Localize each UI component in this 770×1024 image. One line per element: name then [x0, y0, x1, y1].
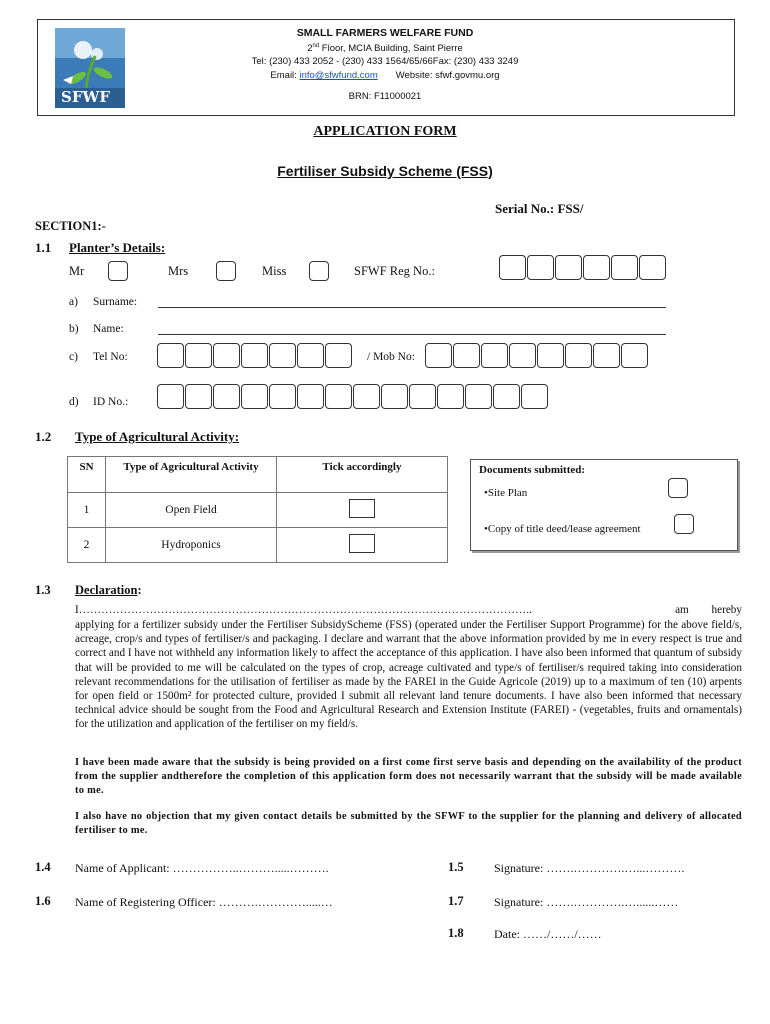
n16: 1.6 — [35, 894, 51, 908]
form-title: APPLICATION FORM — [313, 124, 457, 139]
col-tick: Tick accordingly — [277, 457, 448, 493]
section-1-3-number: 1.3 — [35, 583, 51, 597]
date-field[interactable]: Date: ……/……/…… — [494, 927, 602, 941]
mob-input[interactable] — [425, 343, 649, 368]
col-sn: SN — [68, 457, 106, 493]
item-c: c) — [69, 351, 78, 363]
availability-notice: I have been made aware that the subsidy is being provided on a first come first serve basis and depending on the availability of the product from the supplier andtherefore the completion of this application form does not necessarily warrant that the subsidy will be made available to me. — [75, 757, 742, 797]
org-name: SMALL FARMERS WELFARE FUND — [296, 27, 474, 39]
documents-title: Documents submitted: — [479, 464, 586, 476]
surname-field[interactable] — [158, 307, 666, 308]
col-type: Type of Agricultural Activity — [106, 457, 277, 493]
mob-label: / Mob No: — [367, 351, 415, 363]
row-sn: 1 — [68, 493, 106, 528]
table-row — [68, 528, 448, 563]
declaration-heading: Declaration: — [75, 583, 142, 597]
row-type: Hydroponics — [106, 528, 277, 563]
doc-title-deed: •Copy of title deed/lease agreement — [484, 523, 641, 535]
activity-heading: Type of Agricultural Activity: — [75, 429, 240, 444]
row-type: Open Field — [106, 493, 277, 528]
site-plan-checkbox[interactable] — [668, 478, 688, 498]
tel-input[interactable] — [157, 343, 353, 368]
n17: 1.7 — [448, 894, 464, 908]
name-label: Name: — [93, 323, 124, 335]
open-field-checkbox[interactable] — [349, 499, 375, 518]
activity-table — [67, 456, 448, 563]
n15: 1.5 — [448, 860, 464, 874]
mrs-checkbox[interactable] — [216, 261, 236, 281]
table-row — [68, 493, 448, 528]
hydroponics-checkbox[interactable] — [349, 534, 375, 553]
miss-label: Miss — [262, 264, 287, 278]
officer-name-field[interactable]: Name of Registering Officer: ……….………….....… — [75, 895, 333, 909]
section-1-2-number: 1.2 — [35, 429, 52, 444]
miss-checkbox[interactable] — [309, 261, 329, 281]
email-link[interactable]: info@sfwfund.com — [299, 70, 378, 81]
planter-details-heading: Planter’s Details: — [69, 240, 166, 255]
declaration-paragraph: applying for a fertilizer subsidy under the Fertiliser SubsidyScheme (FSS) (operated under the Fertiliser Support Programme) for the above field/s, acreage, crop/s and types of fertiliser/s and packaging. I declare and warrant that the above information provided by me in every respect is true and correct and I have not withheld any information likely to affect the acceptance of this application. I have also been informed that quantum of subsidy that will be provided to me will be calculated on the types of crop, acreage cultivated and type/s of fertiliser/s required taking into consideration relevant recommendations for the utilisation of fertiliser as made by the FAREI in the Guide Agricole (2019) up to a maximum of ten (10) arpents for open field or 1500m² for protected culture, provided I submit all relevant land tenure documents. I have also been informed that necessary technical advice should be sought from the Food and Agricultural Research and Extension Institute (FAREI) - (vegetables, fruits and ornamentals) for the utilization and application of the fertiliser on my field/s. — [75, 619, 742, 731]
telephone: Tel: (230) 433 2052 - (230) 433 1564/65/66Fax: (230) 433 3249 — [251, 56, 519, 67]
item-d: d) — [69, 396, 79, 408]
n18: 1.8 — [448, 926, 464, 940]
mrs-label: Mrs — [168, 264, 189, 278]
item-a: a) — [69, 296, 78, 308]
tel-label: Tel No: — [93, 351, 128, 363]
sfwf-reg-input[interactable] — [499, 255, 667, 280]
mr-label: Mr — [69, 264, 85, 278]
item-b: b) — [69, 323, 79, 335]
id-input[interactable] — [157, 384, 549, 409]
doc-site-plan: •Site Plan — [484, 487, 528, 499]
website: Website: sfwf.govmu.org — [395, 70, 500, 81]
brn: BRN: F11000021 — [348, 91, 422, 102]
sfwf-reg-label: SFWF Reg No.: — [354, 264, 435, 278]
title-deed-checkbox[interactable] — [674, 514, 694, 534]
logo-text: SFWF — [61, 88, 110, 106]
declaration-name-line: I………………………………………………………………………………………………………….. am hereby — [75, 604, 742, 616]
address: 2nd Floor, MCIA Building, Saint Pierre — [307, 43, 463, 55]
applicant-signature-field[interactable]: Signature: …….………….…...………. — [494, 861, 685, 875]
officer-signature-field[interactable]: Signature: …….………….…......…… — [494, 895, 679, 909]
scheme-title: Fertiliser Subsidy Scheme (FSS) — [277, 163, 493, 179]
contact-consent: I also have no objection that my given contact details be submitted by the SFWF to the supplier for the planning and delivery of allocated fertiliser to me. — [75, 811, 742, 837]
id-label: ID No.: — [93, 396, 129, 408]
applicant-name-field[interactable]: Name of Applicant: ……………..……….....………. — [75, 861, 329, 875]
mr-checkbox[interactable] — [108, 261, 128, 281]
row-sn: 2 — [68, 528, 106, 563]
serial-no: Serial No.: FSS/ — [495, 201, 584, 216]
section-1-1-number: 1.1 — [35, 240, 52, 255]
n14: 1.4 — [35, 860, 51, 874]
name-field[interactable] — [158, 334, 666, 335]
contact-line: Email: info@sfwfund.com Website: sfwf.govmu.org — [270, 70, 500, 81]
surname-label: Surname: — [93, 296, 138, 308]
section-label: SECTION1:- — [35, 219, 106, 233]
